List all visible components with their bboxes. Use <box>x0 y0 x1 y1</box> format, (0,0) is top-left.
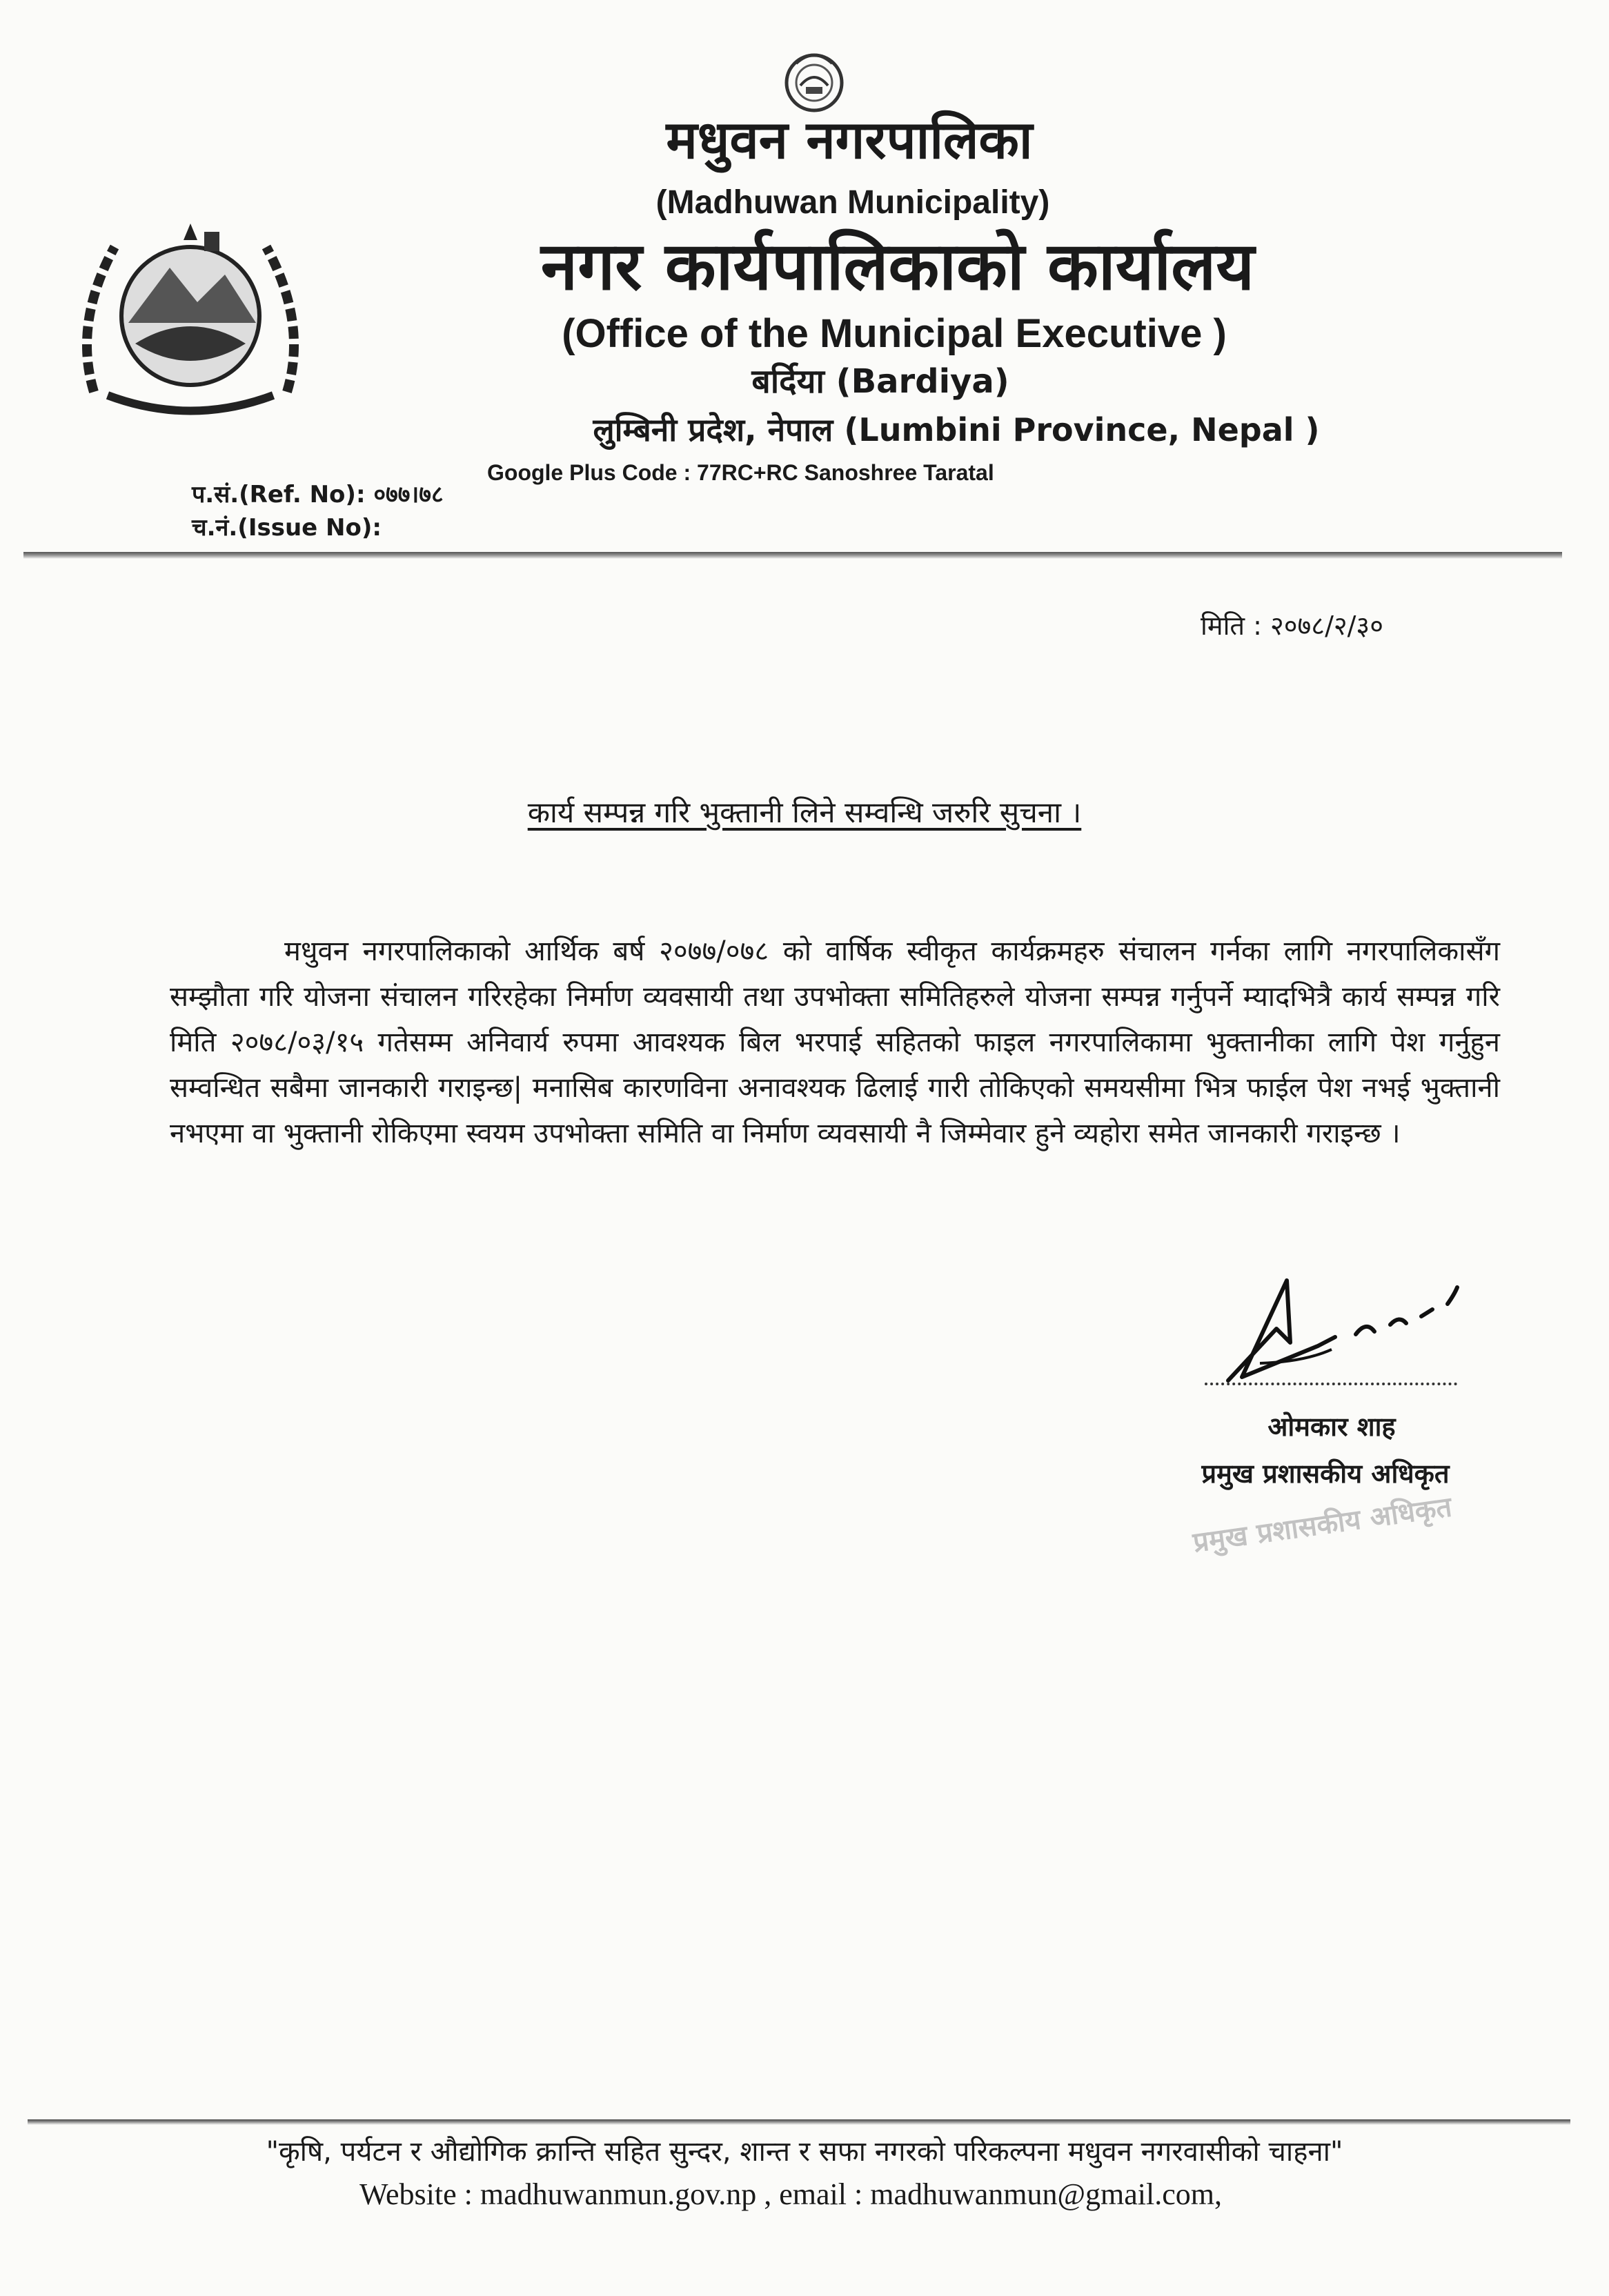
signatory-name: ओमकार शाह <box>1267 1412 1396 1442</box>
municipality-name-np: मधुवन नगरपालिका <box>666 109 1033 170</box>
official-stamp: प्रमुख प्रशासकीय अधिकृत <box>1191 1491 1454 1559</box>
district-name: बर्दिया (Bardiya) <box>751 362 1009 401</box>
office-name-np: नगर कार्यपालिकाको कार्यालय <box>540 228 1255 305</box>
province-name: लुम्बिनी प्रदेश, नेपाल (Lumbini Province, Nepal ) <box>593 411 1320 448</box>
reference-number: प.सं.(Ref. No): ०७७।७८ <box>192 481 444 508</box>
subject-line <box>0 792 1609 833</box>
municipality-name-en: (Madhuwan Municipality) <box>655 184 1050 221</box>
letter-body <box>170 929 1500 1156</box>
signatory-title: प्रमुख प्रशासकीय अधिकृत <box>1201 1458 1450 1489</box>
signature-mark <box>1214 1260 1477 1398</box>
footer-contact: Website : madhuwanmun.gov.np , email : madhuwanmun@gmail.com, <box>359 2177 1222 2211</box>
letter-date: मिति : २०७८/२/३० <box>1201 611 1383 641</box>
footer-motto: "कृषि, पर्यटन र औद्योगिक क्रान्ति सहित सुन्दर, शान्त र सफा नगरको परिकल्पना मधुवन नगरवासीको चाहना" <box>266 2136 1343 2168</box>
plus-code: Google Plus Code : 77RC+RC Sanoshree Taratal <box>487 460 994 485</box>
signature-line <box>1205 1383 1457 1385</box>
body-paragraph: मधुवन नगरपालिकाको आर्थिक बर्ष २०७७/०७८ को वार्षिक स्वीकृत कार्यक्रमहरु संचालन गर्नका लागि नगरपालिकासँग सम्झौता गरि योजना संचालन गरिरहेका निर्माण व्यवसायी तथा उपभोक्ता समितिहरुले योजना सम्पन्न गर्नुपर्ने म्यादभित्रै कार्य सम्पन्न गरि मिति २०७८/०३/१५ गतेसम्म अनिवार्य रुपमा आवश्यक बिल भरपाई सहितको फाइल नगरपालिकामा भुक्तानीका लागि पेश गर्नुहुन सम्वन्धित सबैमा जानकारी गराइन्छ| मनासिब कारणविना अनावश्यक ढिलाई गारी तोकिएको समयसीमा भित्र फाईल पेश नभई भुक्तानी नभएमा वा भुक्तानी रोकिएमा स्वयम उपभोक्ता समिति वा निर्माण व्यवसायी नै जिम्मेवार हुने व्यहोरा समेत जानकारी गराइन्छ । <box>170 936 1500 1149</box>
header-divider <box>23 552 1562 559</box>
subject-text: कार्य सम्पन्न गरि भुक्तानी लिने सम्वन्धि जरुरि सुचना । <box>527 795 1082 829</box>
issue-number: च.नं.(Issue No): <box>192 514 382 542</box>
office-name-en: (Office of the Municipal Executive ) <box>562 311 1227 356</box>
footer-divider <box>28 2119 1570 2125</box>
